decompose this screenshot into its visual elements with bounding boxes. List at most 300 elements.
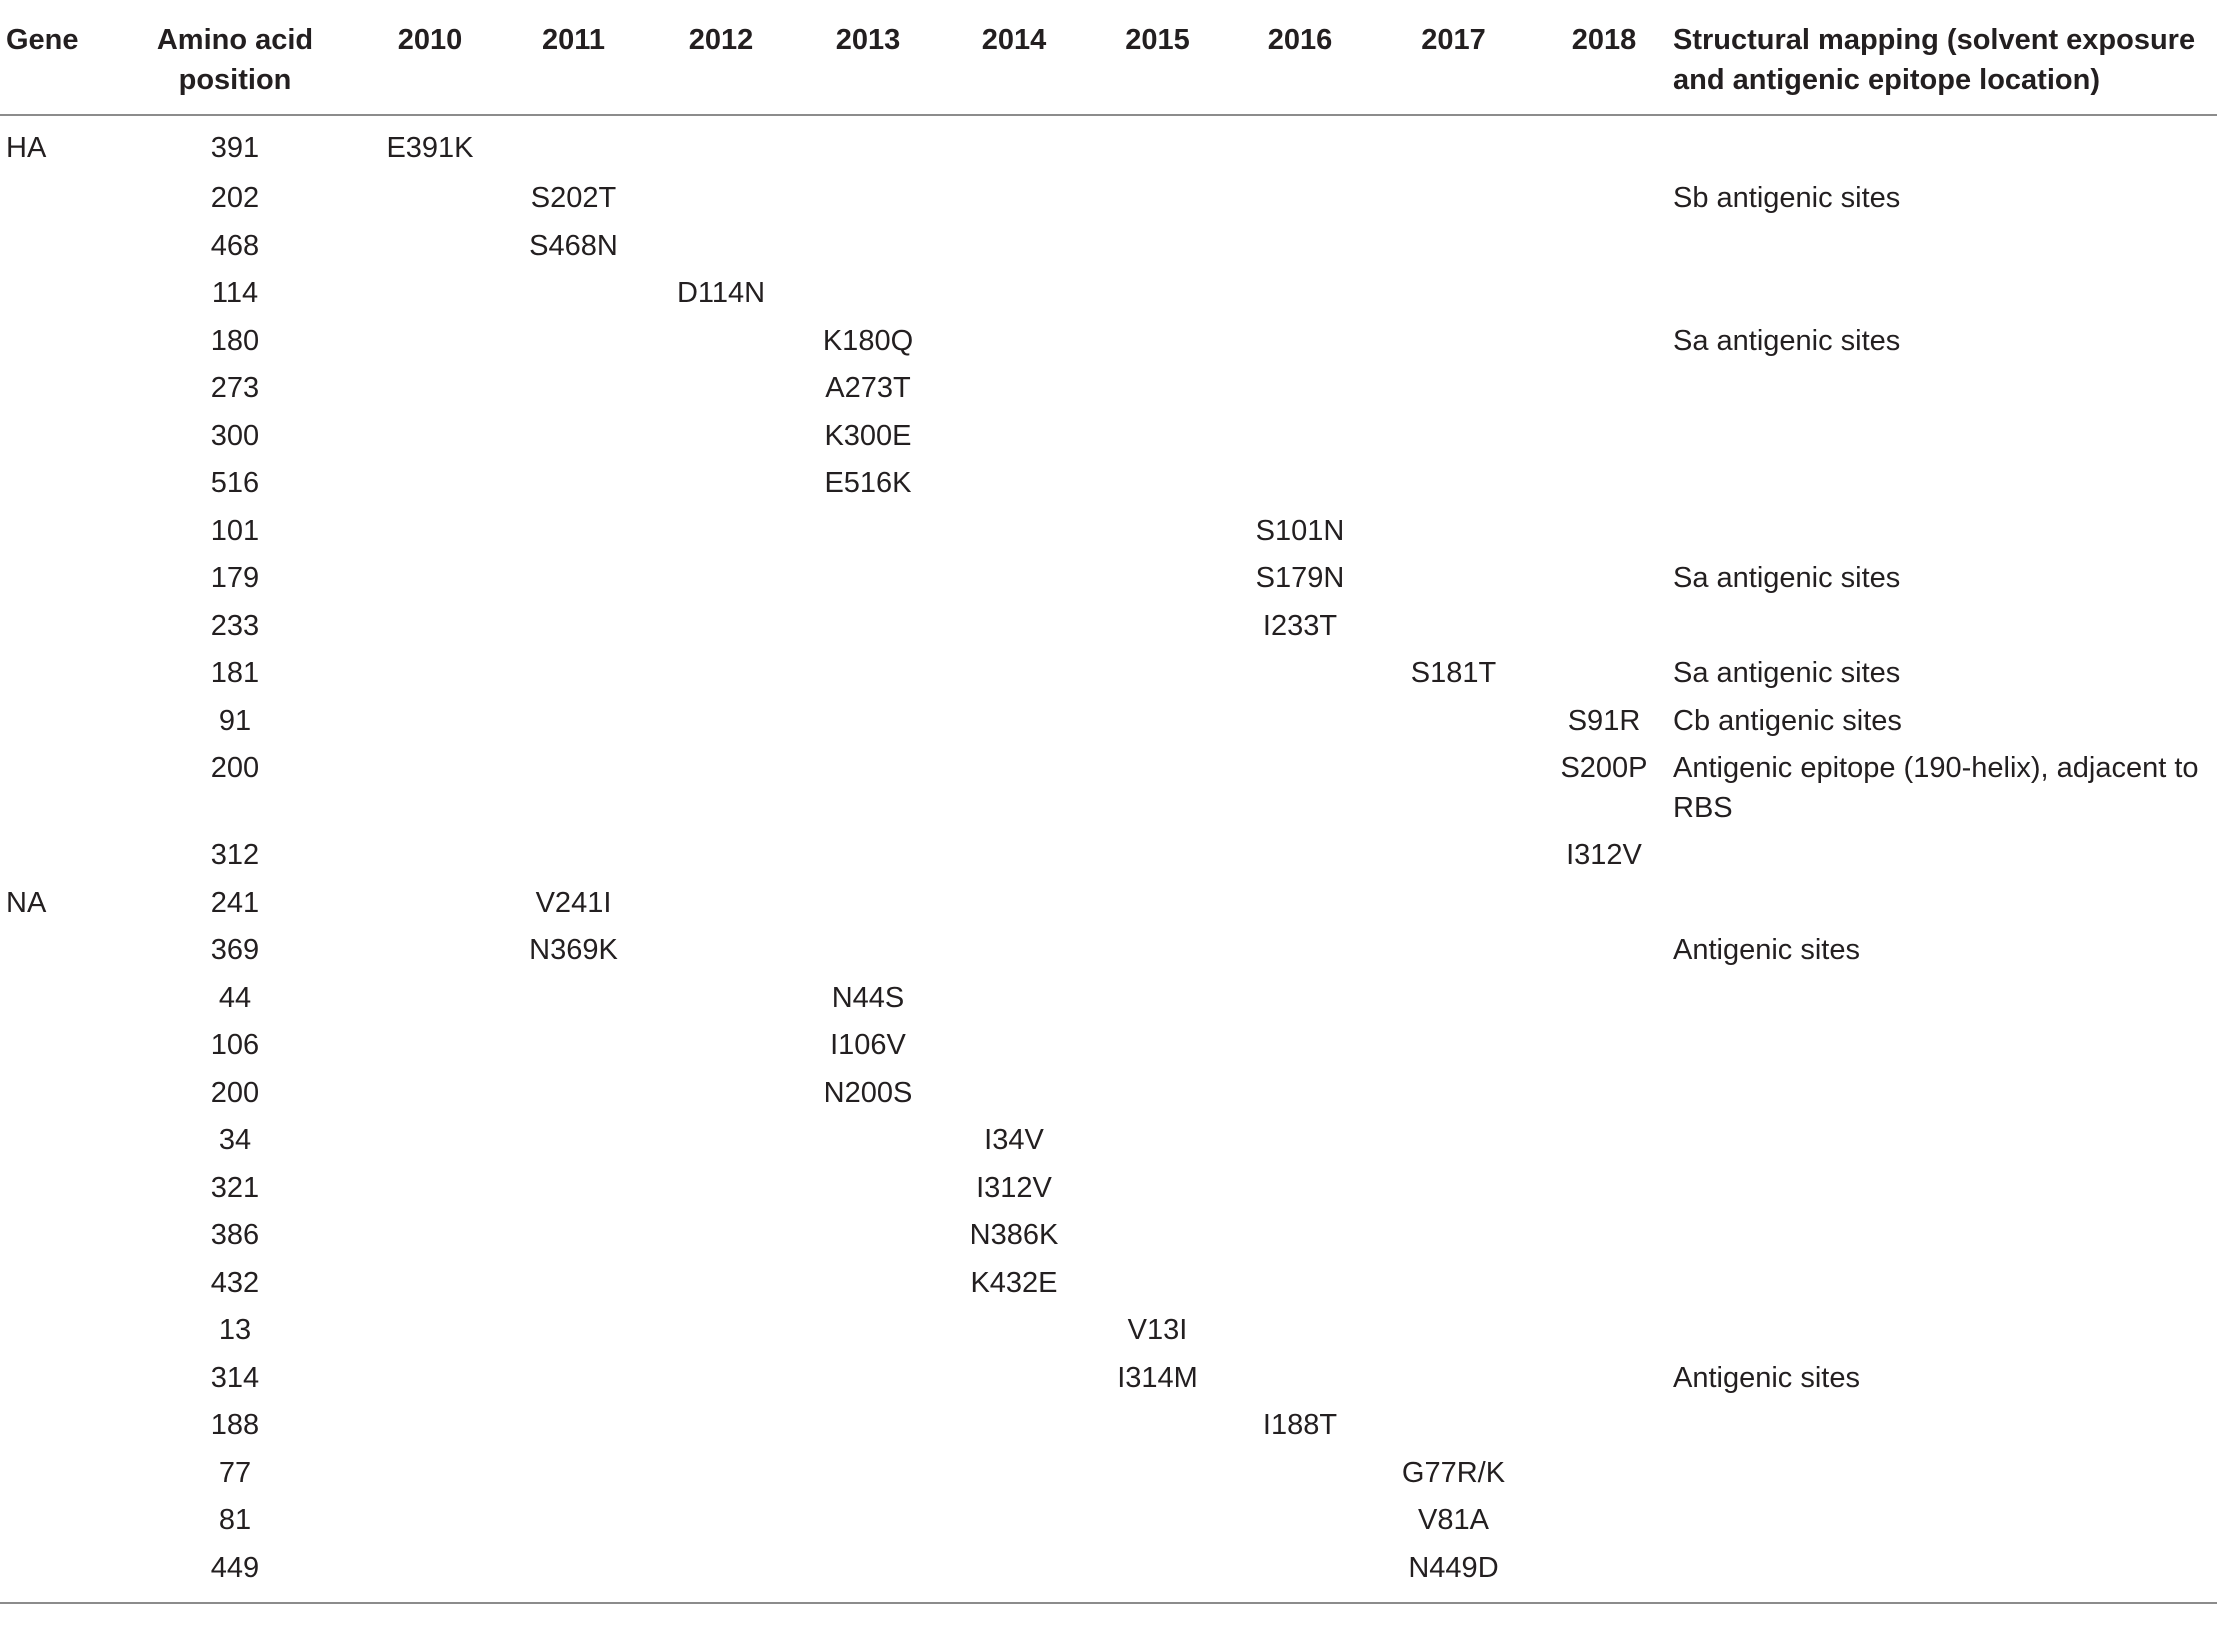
mutation-cell	[647, 1405, 795, 1453]
structural-cell	[1673, 368, 2217, 416]
table-row	[0, 463, 2217, 511]
mutation-cell	[941, 1073, 1087, 1121]
mutation-cell	[1535, 653, 1673, 701]
mutation-cell	[1087, 321, 1228, 369]
gene-cell	[0, 1263, 110, 1311]
position-cell: 180	[210, 324, 260, 357]
mutation-cell	[1372, 606, 1535, 654]
mutation-cell	[1372, 115, 1535, 178]
position-cell: 91	[218, 704, 252, 737]
position-cell: 114	[211, 277, 259, 309]
mutation-cell	[1372, 178, 1535, 226]
mutation-cell	[360, 368, 500, 416]
gene-cell	[0, 1358, 110, 1406]
mutation-cell	[941, 978, 1087, 1026]
mutation-cell	[941, 1310, 1087, 1358]
mutation-cell	[647, 1073, 795, 1121]
mutation-cell	[1087, 1073, 1228, 1121]
mutation-cell	[500, 273, 647, 321]
table-row	[0, 606, 2217, 654]
mutation-cell	[647, 115, 795, 178]
mutation-cell	[1087, 1453, 1228, 1501]
mutation-cell: I312V	[976, 1171, 1052, 1204]
mutation-cell	[941, 835, 1087, 883]
mutation-cell	[1087, 1025, 1228, 1073]
mutation-cell	[941, 273, 1087, 321]
mutation-cell	[1228, 1500, 1372, 1548]
mutation-cell	[647, 1215, 795, 1263]
mutation-cell	[941, 463, 1087, 511]
structural-cell	[1673, 883, 2217, 931]
mutation-cell	[647, 1120, 795, 1168]
table-row	[0, 1500, 2217, 1548]
mutation-cell	[360, 416, 500, 464]
table-row	[0, 558, 2217, 606]
mutation-cell	[1228, 1548, 1372, 1603]
mutation-cell	[795, 1215, 941, 1263]
table-row	[0, 1168, 2217, 1216]
mutation-cell	[795, 701, 941, 749]
gene-cell	[0, 1073, 110, 1121]
mutation-cell	[1535, 1073, 1673, 1121]
mutation-cell	[647, 321, 795, 369]
mutation-cell	[360, 226, 500, 274]
mutation-cell	[941, 701, 1087, 749]
mutation-cell	[795, 511, 941, 559]
mutation-cell	[360, 273, 500, 321]
mutation-cell	[795, 653, 941, 701]
mutation-cell	[1535, 273, 1673, 321]
mutation-cell: K300E	[824, 419, 912, 452]
position-cell: 179	[210, 562, 260, 594]
mutation-cell	[360, 1120, 500, 1168]
table-row	[0, 1453, 2217, 1501]
mutation-cell	[647, 1500, 795, 1548]
structural-cell	[1673, 1215, 2217, 1263]
mutation-cell	[647, 653, 795, 701]
mutation-cell	[1372, 1405, 1535, 1453]
mutation-cell	[1372, 701, 1535, 749]
gene-cell	[0, 1453, 110, 1501]
position-cell: 273	[210, 372, 260, 404]
mutation-cell: S101N	[1255, 514, 1345, 547]
mutation-cell	[1535, 1168, 1673, 1216]
mutation-cell	[647, 930, 795, 978]
mutation-cell	[360, 1453, 500, 1501]
position-cell: 300	[210, 419, 260, 452]
mutation-cell	[1228, 748, 1372, 835]
mutation-cell	[1087, 368, 1228, 416]
mutation-cell	[360, 1548, 500, 1603]
mutation-cell	[1228, 1453, 1372, 1501]
mutation-cell	[795, 1310, 941, 1358]
mutation-cell: S91R	[1567, 704, 1641, 737]
mutation-cell	[647, 511, 795, 559]
mutation-cell	[647, 416, 795, 464]
mutation-cell	[941, 1405, 1087, 1453]
mutation-cell	[647, 835, 795, 883]
mutation-cell: N449D	[1372, 1548, 1535, 1603]
header-row	[0, 12, 2217, 115]
mutation-cell	[1228, 1358, 1372, 1406]
gene-cell	[0, 653, 110, 701]
mutation-cell	[500, 511, 647, 559]
mutation-cell	[1228, 226, 1372, 274]
mutation-cell	[500, 1215, 647, 1263]
structural-cell: Sa antigenic sites	[1673, 324, 1901, 357]
mutation-cell	[1228, 1310, 1372, 1358]
structural-cell	[1673, 1500, 2217, 1548]
structural-cell: Sb antigenic sites	[1673, 182, 1901, 214]
mutation-cell	[1228, 463, 1372, 511]
position-cell: 468	[210, 229, 260, 262]
mutation-cell	[647, 1168, 795, 1216]
mutation-cell: K180Q	[822, 324, 914, 357]
mutation-cell	[1372, 273, 1535, 321]
mutation-cell	[360, 978, 500, 1026]
structural-cell	[1673, 1453, 2217, 1501]
gene-cell	[0, 835, 110, 883]
gene-cell	[0, 1500, 110, 1548]
gene-cell	[0, 1405, 110, 1453]
mutation-cell	[1228, 653, 1372, 701]
mutation-cell: E391K	[386, 132, 474, 164]
structural-cell	[1673, 1168, 2217, 1216]
mutation-cell	[941, 1358, 1087, 1406]
mutation-cell	[500, 1073, 647, 1121]
mutation-cell	[647, 1548, 795, 1603]
mutation-cell: I312V	[1566, 839, 1642, 871]
mutation-cell	[941, 368, 1087, 416]
mutation-cell	[1228, 1215, 1372, 1263]
mutation-cell	[941, 653, 1087, 701]
mutation-cell	[500, 558, 647, 606]
mutation-cell	[1372, 748, 1535, 835]
mutation-cell	[360, 558, 500, 606]
mutation-cell	[1372, 1310, 1535, 1358]
mutation-cell: S200P	[1560, 752, 1648, 784]
mutation-cell	[647, 1453, 795, 1501]
header-year: 2018	[1535, 12, 1673, 115]
mutation-cell	[1535, 1310, 1673, 1358]
mutation-cell	[1087, 416, 1228, 464]
mutation-cell	[1228, 178, 1372, 226]
table-row	[0, 368, 2217, 416]
mutation-cell	[360, 1310, 500, 1358]
gene-cell	[0, 1215, 110, 1263]
table-row	[0, 1548, 2217, 1603]
mutation-cell	[1087, 653, 1228, 701]
gene-cell	[0, 226, 110, 274]
mutation-cell: G77R/K	[1401, 1456, 1506, 1489]
mutation-cell	[1535, 416, 1673, 464]
mutation-cell	[941, 511, 1087, 559]
position-cell: 34	[218, 1124, 252, 1156]
mutation-cell	[795, 1358, 941, 1406]
structural-cell	[1673, 835, 2217, 883]
mutation-cell	[647, 1358, 795, 1406]
mutation-cell	[1087, 930, 1228, 978]
mutation-cell	[1228, 321, 1372, 369]
mutation-cell	[795, 1120, 941, 1168]
mutation-cell	[941, 1453, 1087, 1501]
gene-cell	[0, 1548, 110, 1603]
table-row	[0, 1263, 2217, 1311]
mutation-cell	[1228, 883, 1372, 931]
gene-cell	[0, 978, 110, 1026]
mutation-cell	[1087, 273, 1228, 321]
mutation-cell	[1087, 883, 1228, 931]
gene-cell	[0, 606, 110, 654]
mutation-cell	[500, 115, 647, 178]
mutation-cell	[360, 883, 500, 931]
mutation-cell	[360, 835, 500, 883]
mutation-cell	[360, 1500, 500, 1548]
table-body	[0, 115, 2217, 1603]
mutation-cell	[360, 748, 500, 835]
mutation-cell	[647, 463, 795, 511]
mutation-cell	[360, 1358, 500, 1406]
table-row	[0, 748, 2217, 835]
mutation-cell	[941, 930, 1087, 978]
mutation-cell	[1535, 1453, 1673, 1501]
mutation-cell	[360, 606, 500, 654]
header-year: 2015	[1087, 12, 1228, 115]
header-year: 2014	[941, 12, 1087, 115]
mutation-cell: N369K	[529, 934, 618, 966]
structural-cell	[1673, 606, 2217, 654]
mutation-cell	[1228, 273, 1372, 321]
mutation-cell	[500, 748, 647, 835]
position-cell: 13	[218, 1314, 252, 1346]
mutation-cell	[1228, 115, 1372, 178]
mutation-cell	[1087, 748, 1228, 835]
mutation-cell	[500, 1263, 647, 1311]
mutation-cell	[1372, 1073, 1535, 1121]
mutation-cell: S179N	[1255, 562, 1345, 594]
mutation-cell	[500, 1405, 647, 1453]
structural-cell: Sa antigenic sites	[1673, 562, 1901, 594]
mutation-cell	[360, 1215, 500, 1263]
mutation-cell	[795, 930, 941, 978]
mutation-cell	[941, 883, 1087, 931]
mutation-cell	[795, 883, 941, 931]
mutation-cell	[1372, 883, 1535, 931]
mutation-cell	[500, 1120, 647, 1168]
mutation-cell	[360, 463, 500, 511]
mutation-cell	[1087, 1263, 1228, 1311]
mutation-cell	[1372, 1263, 1535, 1311]
structural-cell	[1673, 416, 2217, 464]
mutation-cell	[647, 978, 795, 1026]
mutation-cell	[647, 178, 795, 226]
mutation-cell	[795, 1405, 941, 1453]
mutation-cell	[941, 1500, 1087, 1548]
structural-cell: Cb antigenic sites	[1673, 704, 1902, 737]
structural-cell	[1673, 978, 2217, 1026]
mutation-cell	[1087, 511, 1228, 559]
header-year: 2016	[1228, 12, 1372, 115]
mutation-cell	[1372, 1215, 1535, 1263]
mutation-cell	[941, 606, 1087, 654]
mutation-cell	[360, 178, 500, 226]
position-cell: 200	[210, 1076, 260, 1109]
mutation-cell	[1535, 226, 1673, 274]
table-row	[0, 273, 2217, 321]
position-cell: 44	[218, 981, 252, 1014]
mutation-cell	[1372, 1358, 1535, 1406]
mutation-cell: V81A	[1418, 1504, 1489, 1536]
position-cell: 77	[218, 1456, 252, 1489]
mutation-cell	[647, 748, 795, 835]
position-cell: 241	[210, 886, 260, 919]
position-cell: 321	[210, 1171, 260, 1204]
mutation-cell	[500, 368, 647, 416]
mutation-cell	[500, 835, 647, 883]
mutation-cell	[360, 1025, 500, 1073]
mutation-cell	[647, 1263, 795, 1311]
mutation-cell: I233T	[1262, 609, 1338, 642]
mutation-cell	[1228, 416, 1372, 464]
mutation-cell	[1535, 511, 1673, 559]
mutation-cell	[1535, 558, 1673, 606]
header-position: Amino acid position	[110, 12, 360, 115]
mutation-cell	[941, 115, 1087, 178]
mutation-cell	[1228, 368, 1372, 416]
mutation-cell	[1087, 115, 1228, 178]
mutation-cell	[1228, 701, 1372, 749]
gene-cell	[0, 178, 110, 226]
mutation-cell	[795, 1500, 941, 1548]
table-row	[0, 321, 2217, 369]
table-row	[0, 835, 2217, 883]
mutation-cell	[1087, 978, 1228, 1026]
mutation-cell: S181T	[1410, 657, 1497, 689]
mutation-cell	[1087, 1168, 1228, 1216]
header-structural: Structural mapping (solvent exposure and antigenic epitope location)	[1673, 12, 2217, 115]
mutation-cell	[360, 1405, 500, 1453]
position-cell: 391	[210, 132, 260, 164]
mutation-cell	[1535, 368, 1673, 416]
mutation-cell	[1535, 606, 1673, 654]
mutation-cell	[1372, 511, 1535, 559]
mutation-cell	[647, 1310, 795, 1358]
mutation-cell	[1372, 416, 1535, 464]
mutation-cell	[795, 558, 941, 606]
mutation-cell	[795, 748, 941, 835]
mutation-cell	[1087, 1215, 1228, 1263]
mutation-cell	[360, 653, 500, 701]
mutation-cell: I314M	[1117, 1361, 1198, 1394]
structural-cell: Antigenic sites	[1673, 934, 1860, 966]
mutation-cell	[1087, 1405, 1228, 1453]
structural-cell	[1673, 273, 2217, 321]
mutation-cell	[500, 1453, 647, 1501]
mutation-cell	[500, 1025, 647, 1073]
gene-cell	[0, 701, 110, 749]
mutation-cell	[360, 1168, 500, 1216]
table-row	[0, 883, 2217, 931]
gene-cell	[0, 273, 110, 321]
mutation-cell: S202T	[530, 182, 617, 214]
table-row	[0, 1405, 2217, 1453]
table-row	[0, 930, 2217, 978]
mutation-cell	[1372, 978, 1535, 1026]
mutation-cell: S468N	[529, 229, 618, 262]
mutation-cell	[500, 321, 647, 369]
position-cell: 516	[210, 467, 260, 499]
mutation-cell	[941, 558, 1087, 606]
position-cell: 181	[210, 657, 260, 689]
structural-cell: Antigenic sites	[1673, 1361, 1860, 1394]
table-row	[0, 1358, 2217, 1406]
header-year: 2010	[360, 12, 500, 115]
mutation-cell	[1087, 606, 1228, 654]
mutation-cell	[360, 511, 500, 559]
mutation-cell: D114N	[676, 277, 766, 309]
position-cell: 449	[110, 1548, 360, 1603]
mutation-cell: A273T	[825, 372, 911, 404]
table-row	[0, 226, 2217, 274]
mutation-cell	[647, 1025, 795, 1073]
mutation-cell	[500, 1358, 647, 1406]
mutation-cell	[1087, 1500, 1228, 1548]
mutation-cell: K432E	[970, 1266, 1058, 1299]
position-cell: 106	[210, 1029, 260, 1061]
mutation-cell	[795, 1168, 941, 1216]
gene-cell	[0, 1120, 110, 1168]
position-cell: 200	[210, 752, 260, 784]
structural-cell	[1673, 1120, 2217, 1168]
mutation-cell	[1372, 463, 1535, 511]
mutation-cell	[1535, 1500, 1673, 1548]
mutation-cell: I34V	[984, 1124, 1044, 1156]
gene-cell	[0, 321, 110, 369]
mutation-cell	[360, 321, 500, 369]
gene-cell	[0, 463, 110, 511]
gene-cell: NA	[6, 886, 47, 919]
mutation-cell	[1087, 1548, 1228, 1603]
mutation-cell	[1372, 558, 1535, 606]
mutation-cell	[795, 226, 941, 274]
table-row	[0, 178, 2217, 226]
mutation-cell: N200S	[823, 1076, 913, 1109]
mutation-cell	[500, 1548, 647, 1603]
mutation-cell	[500, 416, 647, 464]
position-cell: 81	[218, 1504, 252, 1536]
table-row	[0, 1120, 2217, 1168]
gene-cell: HA	[6, 132, 47, 164]
position-cell: 386	[210, 1219, 260, 1251]
mutation-cell	[1372, 321, 1535, 369]
position-cell: 314	[210, 1361, 260, 1394]
gene-cell	[0, 1310, 110, 1358]
mutation-cell	[941, 178, 1087, 226]
mutation-cell	[360, 1263, 500, 1311]
mutation-cell	[1228, 1263, 1372, 1311]
mutation-cell	[941, 1548, 1087, 1603]
mutation-cell	[1372, 1120, 1535, 1168]
mutation-cell	[1535, 978, 1673, 1026]
gene-cell	[0, 1025, 110, 1073]
structural-cell	[1673, 1548, 2217, 1603]
mutation-cell	[1228, 978, 1372, 1026]
structural-cell	[1673, 115, 2217, 178]
mutation-cell	[500, 701, 647, 749]
position-cell: 202	[210, 182, 260, 214]
mutation-cell	[795, 178, 941, 226]
mutation-cell	[1372, 226, 1535, 274]
